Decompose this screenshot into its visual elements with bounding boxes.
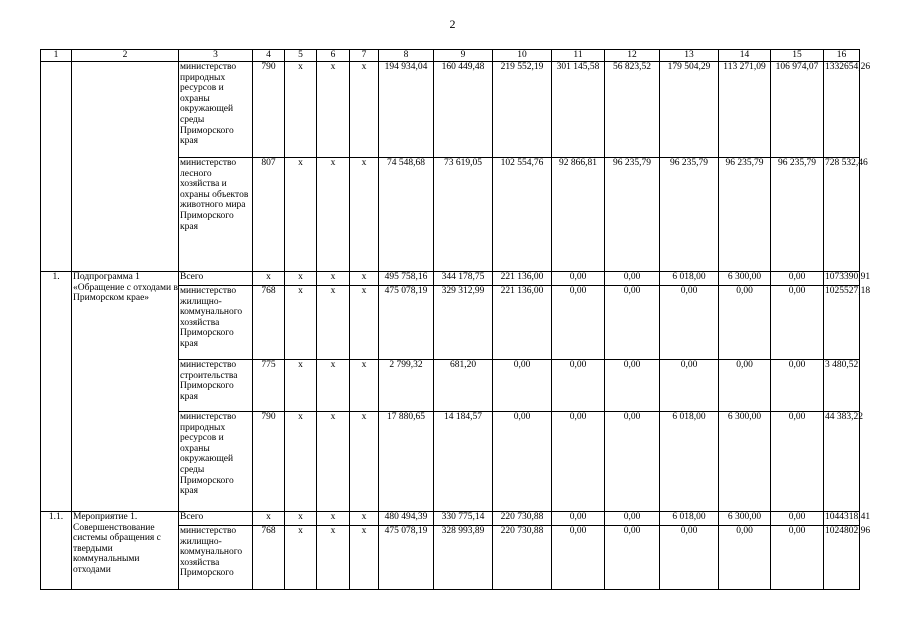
amount-cell: 96 235,79 [660, 158, 719, 272]
amount-cell: 475 078,19 [379, 526, 434, 590]
program-name-cell [72, 272, 179, 512]
program-name-text: Мероприятие 1. [73, 512, 138, 522]
amount-cell: 475 078,19 [379, 286, 434, 360]
amount-cell: 328 993,89 [434, 526, 493, 590]
row-number-cell: 1.1. [41, 512, 72, 590]
mark-cell: х [285, 158, 317, 272]
amount-cell: 0,00 [605, 512, 660, 526]
amount-cell: 220 730,88 [493, 526, 552, 590]
column-header: 7 [350, 50, 379, 62]
column-header: 8 [379, 50, 434, 62]
organization-cell: Всего [179, 512, 253, 526]
amount-cell: 73 619,05 [434, 158, 493, 272]
amount-cell: 495 758,16 [379, 272, 434, 286]
amount-cell: 96 235,79 [719, 158, 771, 272]
column-header: 9 [434, 50, 493, 62]
amount-cell: 219 552,19 [493, 62, 552, 158]
amount-cell: 0,00 [771, 526, 824, 590]
program-name-text: Совершенствование системы обращения с твердыми коммунальными отходами [73, 522, 161, 575]
column-number-row [41, 50, 860, 62]
program-name-cell [72, 512, 179, 590]
column-header: 11 [552, 50, 605, 62]
mark-cell: х [317, 412, 350, 512]
amount-cell: 44 383,22 [824, 412, 860, 512]
column-header: 13 [660, 50, 719, 62]
amount-cell: 106 974,07 [771, 62, 824, 158]
amount-cell: 329 312,99 [434, 286, 493, 360]
amount-cell: 0,00 [719, 360, 771, 412]
mark-cell: х [317, 360, 350, 412]
organization-cell: министерство лесного хозяйства и охраны объектов животного мира Приморского края [179, 158, 253, 272]
amount-cell: 2 799,32 [379, 360, 434, 412]
column-header: 5 [285, 50, 317, 62]
amount-cell: 220 730,88 [493, 512, 552, 526]
amount-cell: 0,00 [552, 286, 605, 360]
amount-cell: 1025527,18 [824, 286, 860, 360]
amount-cell: 0,00 [552, 272, 605, 286]
amount-cell: 1332654,26 [824, 62, 860, 158]
amount-cell: 160 449,48 [434, 62, 493, 158]
amount-cell: 0,00 [771, 272, 824, 286]
mark-cell: х [317, 512, 350, 526]
amount-cell: 0,00 [493, 412, 552, 512]
table-row [41, 62, 860, 158]
mark-cell: х [285, 62, 317, 158]
row-number-cell: 1. [41, 272, 72, 512]
mark-cell: х [317, 158, 350, 272]
mark-cell: х [285, 360, 317, 412]
amount-cell: 6 018,00 [660, 512, 719, 526]
amount-cell: 96 235,79 [771, 158, 824, 272]
amount-cell: 0,00 [605, 526, 660, 590]
code-cell: 775 [253, 360, 285, 412]
amount-cell: 194 934,04 [379, 62, 434, 158]
code-cell: 790 [253, 412, 285, 512]
amount-cell: 0,00 [660, 286, 719, 360]
mark-cell: х [285, 412, 317, 512]
amount-cell: 113 271,09 [719, 62, 771, 158]
organization-cell: министерство жилищно-коммунального хозяйства Приморского края [179, 286, 253, 360]
amount-cell: 1073390,91 [824, 272, 860, 286]
column-header: 2 [72, 50, 179, 62]
mark-cell: х [317, 526, 350, 590]
amount-cell: 0,00 [552, 360, 605, 412]
code-cell: х [253, 512, 285, 526]
code-cell: 807 [253, 158, 285, 272]
code-cell: х [253, 272, 285, 286]
mark-cell: х [317, 272, 350, 286]
amount-cell: 301 145,58 [552, 62, 605, 158]
mark-cell: х [350, 360, 379, 412]
row-number-cell [41, 62, 72, 272]
amount-cell: 56 823,52 [605, 62, 660, 158]
amount-cell: 6 018,00 [660, 272, 719, 286]
organization-cell: министерство жилищно-коммунального хозяйства Приморского [179, 526, 253, 590]
mark-cell: х [350, 512, 379, 526]
amount-cell: 728 532,46 [824, 158, 860, 272]
amount-cell: 0,00 [719, 286, 771, 360]
amount-cell: 0,00 [605, 272, 660, 286]
amount-cell: 330 775,14 [434, 512, 493, 526]
table-body [41, 62, 871, 590]
column-header: 4 [253, 50, 285, 62]
organization-cell: министерство природных ресурсов и охраны окружающей среды Приморского края [179, 412, 253, 512]
code-cell: 768 [253, 286, 285, 360]
code-cell: 790 [253, 62, 285, 158]
column-header: 14 [719, 50, 771, 62]
mark-cell: х [350, 526, 379, 590]
column-header: 6 [317, 50, 350, 62]
amount-cell: 0,00 [771, 412, 824, 512]
organization-cell: министерство строительства Приморского края [179, 360, 253, 412]
amount-cell: 681,20 [434, 360, 493, 412]
mark-cell: х [285, 526, 317, 590]
amount-cell: 179 504,29 [660, 62, 719, 158]
amount-cell: 0,00 [552, 412, 605, 512]
amount-cell: 0,00 [552, 526, 605, 590]
amount-cell: 0,00 [605, 412, 660, 512]
table-row [41, 512, 860, 526]
organization-cell: Всего [179, 272, 253, 286]
amount-cell: 0,00 [771, 512, 824, 526]
amount-cell: 102 554,76 [493, 158, 552, 272]
column-header: 10 [493, 50, 552, 62]
page-number: 2 [449, 17, 456, 31]
column-header: 15 [771, 50, 824, 62]
amount-cell: 0,00 [605, 286, 660, 360]
code-cell: 768 [253, 526, 285, 590]
column-header: 1 [41, 50, 72, 62]
table-row [41, 272, 860, 286]
organization-cell: министерство природных ресурсов и охраны окружающей среды Приморского края [179, 62, 253, 158]
amount-cell: 6 300,00 [719, 272, 771, 286]
amount-cell: 0,00 [719, 526, 771, 590]
amount-cell: 17 880,65 [379, 412, 434, 512]
mark-cell: х [350, 412, 379, 512]
amount-cell: 1044318,41 [824, 512, 860, 526]
amount-cell: 1024802,96 [824, 526, 860, 590]
program-name-text: Подпрограмма 1 «Обращение с отходами в Приморском крае» [73, 272, 178, 304]
amount-cell: 0,00 [605, 360, 660, 412]
amount-cell: 0,00 [771, 360, 824, 412]
amount-cell: 6 300,00 [719, 512, 771, 526]
program-name-cell [72, 62, 179, 272]
mark-cell: х [317, 62, 350, 158]
mark-cell: х [285, 512, 317, 526]
amount-cell: 14 184,57 [434, 412, 493, 512]
amount-cell: 480 494,39 [379, 512, 434, 526]
budget-table [40, 49, 871, 590]
column-header: 3 [179, 50, 253, 62]
amount-cell: 344 178,75 [434, 272, 493, 286]
amount-cell: 0,00 [493, 360, 552, 412]
amount-cell: 74 548,68 [379, 158, 434, 272]
amount-cell: 221 136,00 [493, 272, 552, 286]
mark-cell: х [350, 62, 379, 158]
column-header: 12 [605, 50, 660, 62]
amount-cell: 96 235,79 [605, 158, 660, 272]
mark-cell: х [350, 272, 379, 286]
mark-cell: х [285, 286, 317, 360]
mark-cell: х [317, 286, 350, 360]
amount-cell: 221 136,00 [493, 286, 552, 360]
amount-cell: 0,00 [771, 286, 824, 360]
mark-cell: х [350, 286, 379, 360]
mark-cell: х [285, 272, 317, 286]
amount-cell: 3 480,52 [824, 360, 860, 412]
amount-cell: 0,00 [660, 360, 719, 412]
amount-cell: 6 018,00 [660, 412, 719, 512]
mark-cell: х [350, 158, 379, 272]
column-header: 16 [824, 50, 860, 62]
amount-cell: 6 300,00 [719, 412, 771, 512]
amount-cell: 0,00 [552, 512, 605, 526]
amount-cell: 0,00 [660, 526, 719, 590]
amount-cell: 92 866,81 [552, 158, 605, 272]
